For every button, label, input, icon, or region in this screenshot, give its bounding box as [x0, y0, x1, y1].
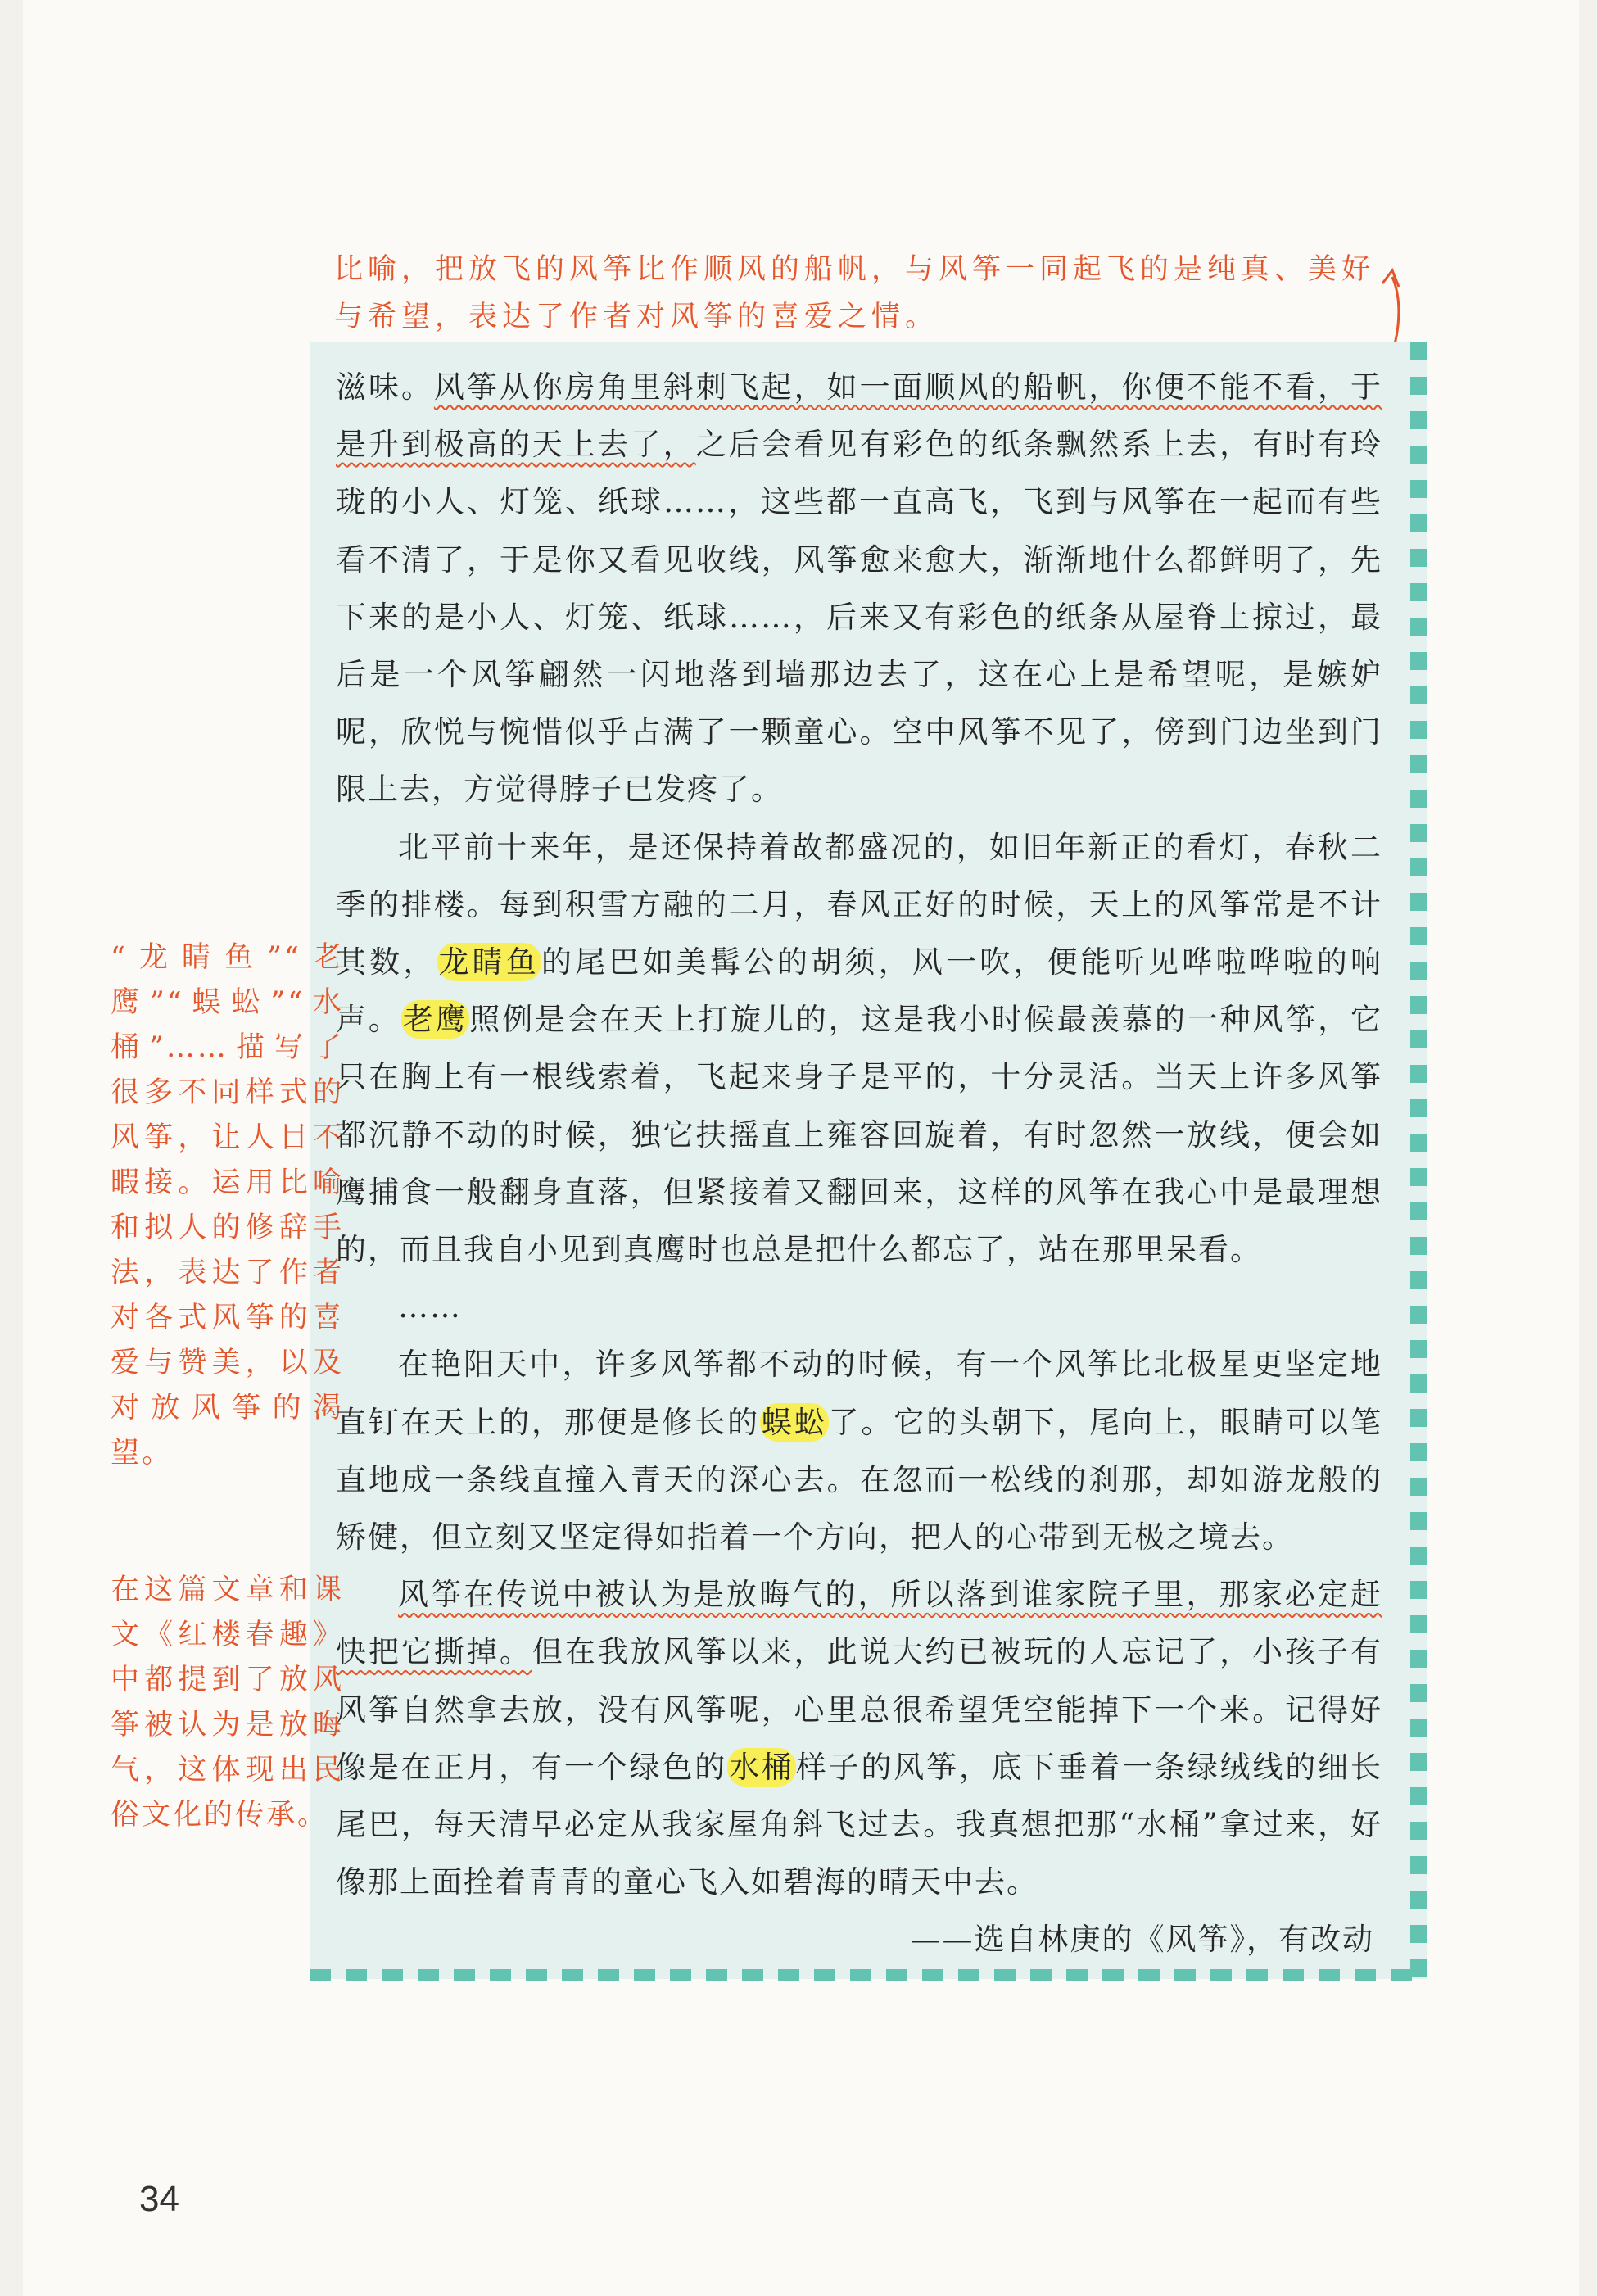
source-citation: ——选自林庚的《风筝》，有改动	[910, 1922, 1374, 1958]
side-annotation-kites: “龙睛鱼”“老鹰”“蜈蚣”“水桶”……描写了很多不同样式的风筝，让人目不暇接。运用比喻和拟人的修辞手法，表达了作者对各式风筝的喜爱与赞美，以及对放风筝的渴望。	[111, 941, 344, 1470]
paragraph-4: 风筝在传说中被认为是放晦气的，所以落到谁家院子里，那家必定赶快把它撕掉。但在我放风筝以来，此说大约已被玩的人忘记了，小孩子有风筝自然拿去放，没有风筝呢，心里总很希望凭空能掉下一个来。记得好像是在正月，有一个绿色的水桶样子的风筝，底下垂着一条绿绒线的细长尾巴，每天清早必定从我家屋角斜飞过去。我真想把那“水桶”拿过来，好像那上面拴着青青的童心飞入如碧海的晴天中去。	[336, 1577, 1383, 1900]
ellipsis: ……	[398, 1289, 462, 1325]
panel-dashed-border-bottom	[310, 1969, 1427, 1981]
panel-dashed-border-right	[1410, 342, 1427, 1979]
paragraph-2: 北平前十来年，是还保持着故都盛况的，如旧年新正的看灯，春秋二季的排楼。每到积雪方融的二月，春风正好的时候，天上的风筝常是不计其数，龙睛鱼的尾巴如美髯公的胡须，风一吹，便能听见哗啦哗啦的响声。老鹰照例是会在天上打旋儿的，这是我小时候最羡慕的一种风筝，它只在胸上有一根线索着，飞起来身子是平的，十分灵活。当天上许多风筝都沉静不动的时候，独它扶摇直上雍容回旋着，有时忽然一放线，便会如鹰捕食一般翻身直落，但紧接着又翻回来，这样的风筝在我心中是最理想的，而且我自小见到真鹰时也总是把什么都忘了，站在那里呆看。	[336, 829, 1383, 1268]
highlight-wugong: 蜈蚣	[761, 1404, 827, 1440]
highlight-longjingyu: 龙睛鱼	[438, 944, 540, 980]
paragraph-1: 滋味。风筝从你房角里斜刺飞起，如一面顺风的船帆，你便不能不看，于是升到极高的天上去了，之后会看见有彩色的纸条飘然系上去，有时有玲珑的小人、灯笼、纸球……，这些都一直高飞，飞到与风筝在一起而有些看不清了，于是你又看见收线，风筝愈来愈大，渐渐地什么都鲜明了，先下来的是小人、灯笼、纸球……，后来又有彩色的纸条从屋脊上掠过，最后是一个风筝翩然一闪地落到墙那边去了，这在心上是希望呢，是嫉妒呢，欣悦与惋惜似乎占满了一颗童心。空中风筝不见了，傍到门边坐到门限上去，方觉得脖子已发疼了。	[336, 369, 1383, 808]
passage-text	[336, 359, 1382, 1969]
underlined-sentence-2: 风筝在传说中被认为是放晦气的，所以落到谁家院子里，那家必定赶快把它撕掉。	[336, 1577, 1382, 1670]
side-annotation-folk-custom: 在这篇文章和课文《红楼春趣》中都提到了放风筝被认为是放晦气，这体现出民俗文化的传承。	[111, 1574, 344, 1832]
top-annotation: 比喻，把放飞的风筝比作顺风的船帆，与风筝一同起飞的是纯真、美好与希望，表达了作者对风筝的喜爱之情。	[334, 253, 1376, 333]
highlight-shuitong: 水桶	[729, 1749, 794, 1785]
underlined-sentence: 风筝从你房角里斜刺飞起，如一面顺风的船帆，你便不能不看，于是升到极高的天上去了，	[336, 369, 1383, 463]
highlight-laoying: 老鹰	[402, 1002, 468, 1038]
page-number: 34	[139, 2179, 179, 2219]
paragraph-3: 在艳阳天中，许多风筝都不动的时候，有一个风筝比北极星更坚定地直钉在天上的，那便是修长的蜈蚣了。它的头朝下，尾向上，眼睛可以笔直地成一条线直撞入青天的深心去。在忽而一松线的刹那，却如游龙般的矫健，但立刻又坚定得如指着一个方向，把人的心带到无极之境去。	[336, 1347, 1383, 1556]
